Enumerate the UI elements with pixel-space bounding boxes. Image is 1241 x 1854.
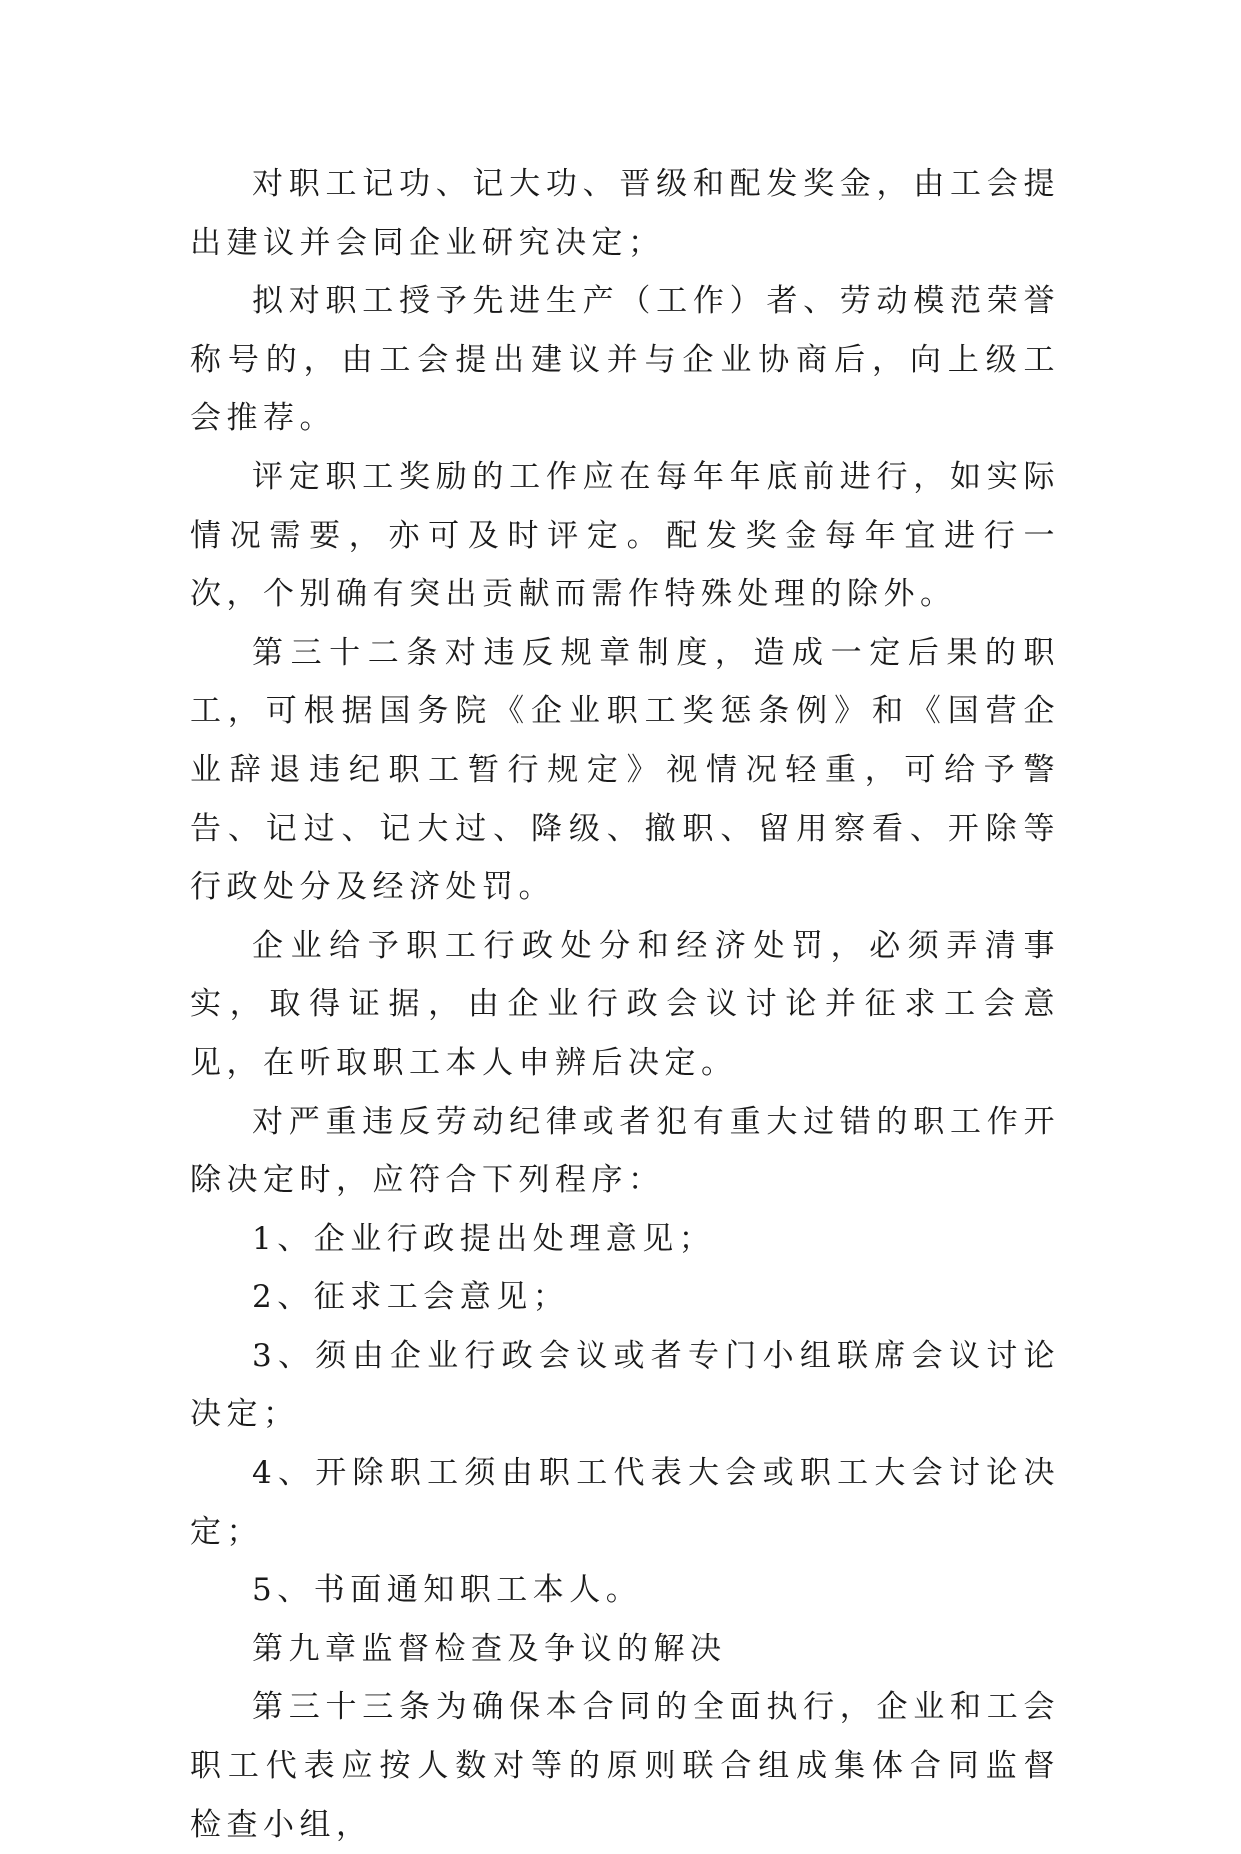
paragraph-dismissal-procedure: 对严重违反劳动纪律或者犯有重大过错的职工作开除决定时，应符合下列程序：	[190, 1103, 1060, 1199]
paragraph-reward-merit: 对职工记功、记大功、晋级和配发奖金，由工会提出建议并会同企业研究决定；	[190, 166, 1060, 261]
chapter-9-heading: 第九章监督检查及争议的解决	[252, 1630, 727, 1667]
paragraph-disciplinary-process: 企业给予职工行政处分和经济处罚，必须弄清事实，取得证据，由企业行政会议讨论并征求工会意见，在听取职工本人申辨后决定。	[190, 927, 1060, 1081]
paragraph-honor-title: 拟对职工授予先进生产（工作）者、劳动模范荣誉称号的，由工会提出建议并与企业协商后，向上级工会推荐。	[190, 283, 1060, 437]
paragraph-article-33: 第三十三条为确保本合同的全面执行，企业和工会职工代表应按人数对等的原则联合组成集体合同监督检查小组，	[190, 1689, 1060, 1843]
procedure-step-1: 1、企业行政提出处理意见；	[252, 1220, 716, 1257]
procedure-step-3: 3、须由企业行政会议或者专门小组联席会议讨论决定；	[190, 1337, 1060, 1433]
document-body	[190, 155, 1060, 1854]
procedure-step-4: 4、开除职工须由职工代表大会或职工大会讨论决定；	[190, 1455, 1060, 1550]
procedure-step-2: 2、征求工会意见；	[252, 1279, 570, 1316]
procedure-step-5: 5、书面通知职工本人。	[252, 1572, 643, 1609]
paragraph-reward-timing: 评定职工奖励的工作应在每年年底前进行，如实际情况需要，亦可及时评定。配发奖金每年宜进行一次，个别确有突出贡献而需作特殊处理的除外。	[190, 458, 1060, 613]
paragraph-article-32: 第三十二条对违反规章制度，造成一定后果的职工，可根据国务院《企业职工奖惩条例》和《国营企业辞退违纪职工暂行规定》视情况轻重，可给予警告、记过、记大过、降级、撤职、留用察看、开除等行政处分及经济处罚。	[190, 634, 1060, 906]
